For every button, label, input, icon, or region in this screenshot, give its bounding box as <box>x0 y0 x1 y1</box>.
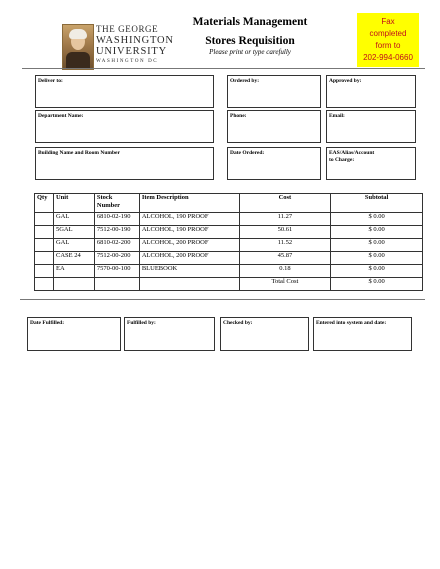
table-row <box>35 252 423 265</box>
fax-line-4: 202-994-0660 <box>363 53 413 62</box>
entered-into-system-label: Entered into system and date: <box>316 320 387 326</box>
stock-cell: 6810-02-190 <box>94 213 139 226</box>
cost-cell: 0.18 <box>239 265 331 278</box>
phone-label: Phone: <box>230 113 247 119</box>
checked-by-field[interactable] <box>220 317 309 351</box>
building-room-label: Building Name and Room Number <box>38 150 120 156</box>
qty-cell[interactable] <box>35 226 54 239</box>
email-field[interactable] <box>326 110 416 143</box>
date-fulfilled-label: Date Fulfilled: <box>30 320 65 326</box>
deliver-to-field[interactable] <box>35 75 214 108</box>
blank-cell <box>139 278 239 291</box>
table-row <box>35 213 423 226</box>
phone-field[interactable] <box>227 110 321 143</box>
university-logo <box>62 24 172 72</box>
description-cell: BLUEBOOK <box>139 265 239 278</box>
stock-cell: 7512-00-200 <box>94 252 139 265</box>
description-cell: ALCOHOL, 200 PROOF <box>139 252 239 265</box>
account-charge-label-line-1: EAS/Alias/Account <box>329 150 375 156</box>
checked-by-label: Checked by: <box>223 320 253 326</box>
header-cost: Cost <box>239 194 331 213</box>
title-line-1: Materials Management <box>192 16 308 28</box>
logo-line-4: WASHINGTON DC <box>96 59 159 64</box>
description-cell: ALCOHOL, 200 PROOF <box>139 239 239 252</box>
cost-cell: 11.27 <box>239 213 331 226</box>
subtotal-cell: $ 0.00 <box>331 226 423 239</box>
subtotal-cell: $ 0.00 <box>331 265 423 278</box>
header-item-description: Item Description <box>139 194 239 213</box>
blank-cell <box>35 278 54 291</box>
total-row <box>35 278 423 291</box>
fulfilled-by-field[interactable] <box>124 317 215 351</box>
date-fulfilled-field[interactable] <box>27 317 121 351</box>
blank-cell <box>53 278 94 291</box>
unit-cell: GAL <box>53 213 94 226</box>
ordered-by-label: Ordered by: <box>230 78 260 84</box>
portrait-image <box>62 24 94 70</box>
fax-line-2: completed <box>369 29 407 38</box>
divider-top <box>22 68 425 69</box>
cost-cell: 11.52 <box>239 239 331 252</box>
subtotal-cell: $ 0.00 <box>331 252 423 265</box>
building-room-field[interactable] <box>35 147 214 180</box>
subtotal-cell: $ 0.00 <box>331 239 423 252</box>
fax-notice <box>357 13 419 67</box>
header-stock-number <box>94 194 139 213</box>
header-stock-line-1: Stock <box>96 194 113 201</box>
logo-line-2: WASHINGTON <box>96 35 174 46</box>
table-header-row <box>35 194 423 213</box>
table-row <box>35 226 423 239</box>
unit-cell: 5GAL <box>53 226 94 239</box>
header-subtotal: Subtotal <box>331 194 423 213</box>
form-title <box>180 14 320 50</box>
total-cost-label: Total Cost <box>239 278 331 291</box>
table-row <box>35 239 423 252</box>
cost-cell: 45.87 <box>239 252 331 265</box>
table-row <box>35 265 423 278</box>
stock-cell: 7570-00-100 <box>94 265 139 278</box>
department-name-label: Department Name: <box>38 113 84 119</box>
header-unit: Unit <box>53 194 94 213</box>
date-ordered-field[interactable] <box>227 147 321 180</box>
qty-cell[interactable] <box>35 213 54 226</box>
unit-cell: GAL <box>53 239 94 252</box>
logo-line-3: UNIVERSITY <box>96 46 167 57</box>
total-cost-value: $ 0.00 <box>331 278 423 291</box>
qty-cell[interactable] <box>35 265 54 278</box>
logo-wordmark <box>96 24 174 66</box>
stock-cell: 7512-00-190 <box>94 226 139 239</box>
approved-by-field[interactable] <box>326 75 416 108</box>
items-table <box>34 193 423 291</box>
stock-cell: 6810-02-200 <box>94 239 139 252</box>
unit-cell: CASE 24 <box>53 252 94 265</box>
subtotal-cell: $ 0.00 <box>331 213 423 226</box>
approved-by-label: Approved by: <box>329 78 362 84</box>
email-label: Email: <box>329 113 345 119</box>
entered-into-system-field[interactable] <box>313 317 412 351</box>
account-charge-label-line-2: to Charge: <box>329 157 355 163</box>
unit-cell: EA <box>53 265 94 278</box>
date-ordered-label: Date Ordered: <box>230 150 265 156</box>
department-name-field[interactable] <box>35 110 214 143</box>
blank-cell <box>94 278 139 291</box>
divider-bottom <box>20 299 425 300</box>
header-stock-line-2: Number <box>96 202 120 209</box>
title-line-2: Stores Requisition <box>205 35 295 47</box>
form-subtitle: Please print or type carefully <box>209 48 291 56</box>
deliver-to-label: Deliver to: <box>38 78 63 84</box>
qty-cell[interactable] <box>35 239 54 252</box>
qty-cell[interactable] <box>35 252 54 265</box>
logo-line-1: THE GEORGE <box>96 24 159 34</box>
fulfilled-by-label: Fulfilled by: <box>127 320 156 326</box>
fax-line-1: Fax <box>381 17 395 26</box>
fax-line-3: form to <box>375 41 401 50</box>
account-charge-field[interactable] <box>326 147 416 180</box>
header-qty: Qty <box>35 194 54 213</box>
cost-cell: 50.61 <box>239 226 331 239</box>
ordered-by-field[interactable] <box>227 75 321 108</box>
description-cell: ALCOHOL, 190 PROOF <box>139 226 239 239</box>
account-charge-label <box>329 150 374 164</box>
description-cell: ALCOHOL, 190 PROOF <box>139 213 239 226</box>
